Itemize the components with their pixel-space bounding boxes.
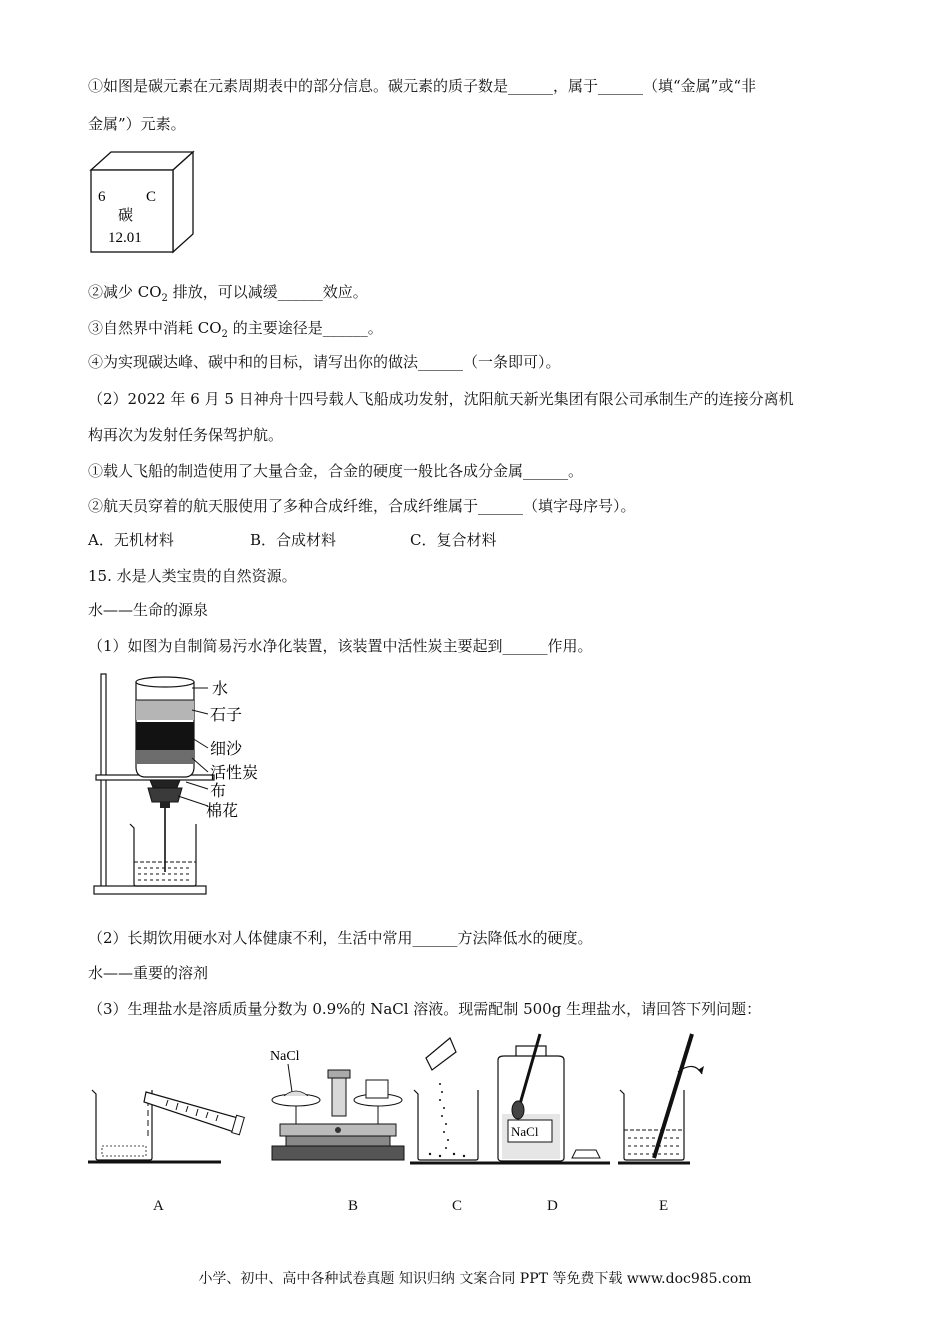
element-mass: 12.01	[108, 230, 142, 246]
filter-question: （1）如图为自制简易污水净化装置，该装置中活性炭主要起到______作用。	[88, 637, 593, 655]
fiber-question: ②航天员穿着的航天服使用了多种合成纤维，合成纤维属于______（填字母序号）。	[88, 497, 636, 515]
step-label-b: B	[348, 1198, 359, 1214]
co2-effect-question: ②减少 $CO_2$ 排放，可以减缓______效应。	[88, 283, 368, 304]
filter-label-water: 水	[212, 681, 229, 698]
step-a-diagram	[88, 1060, 253, 1170]
option-c: C．复合材料	[410, 531, 497, 549]
option-a: A．无机材料	[88, 531, 174, 549]
element-card-carbon	[88, 150, 198, 255]
co2-consumption-question: ③自然界中消耗 $CO_2$ 的主要途径是______。	[88, 319, 383, 340]
nacl-label-balance: NaCl	[270, 1049, 300, 1064]
step-label-e: E	[659, 1198, 669, 1214]
element-number: 6	[98, 189, 106, 205]
step-label-c: C	[452, 1198, 463, 1214]
carbon-neutral-question: ④为实现碳达峰、碳中和的目标，请写出你的做法______（一条即可）。	[88, 353, 561, 371]
filter-label-sand: 细沙	[210, 741, 243, 758]
step-label-d: D	[547, 1198, 558, 1214]
step-b-diagram	[266, 1040, 416, 1170]
step-d-diagram	[492, 1030, 612, 1170]
option-b: B．合成材料	[250, 531, 337, 549]
filter-label-cloth: 布	[210, 783, 227, 800]
saline-question: （3）生理盐水是溶质质量分数为 0.9%的 NaCl 溶液。现需配制 500g 生理盐水，请回答下列问题：	[88, 1000, 762, 1018]
filter-label-stones: 石子	[210, 707, 243, 724]
page-footer: 小学、初中、高中各种试卷真题 知识归纳 文案合同 PPT 等免费下载 www.doc985.com	[198, 1271, 752, 1287]
q15-title: 15. 水是人类宝贵的自然资源。	[88, 567, 297, 585]
carbon-question-line2: 金属”）元素。	[88, 115, 186, 133]
hard-water-question: （2）长期饮用硬水对人体健康不利，生活中常用______方法降低水的硬度。	[88, 929, 593, 947]
element-symbol: C	[146, 189, 157, 205]
section-life-source: 水——生命的源泉	[88, 601, 209, 619]
filter-label-charcoal: 活性炭	[210, 765, 259, 782]
alloy-question: ①载人飞船的制造使用了大量合金，合金的硬度一般比各成分金属______。	[88, 462, 584, 480]
section-solvent: 水——重要的溶剂	[88, 964, 209, 982]
filter-label-cotton: 棉花	[206, 803, 239, 820]
spacecraft-paragraph-line1: （2）2022 年 6 月 5 日神舟十四号载人飞船成功发射，沈阳航天新光集团有限公司承制生产的连接分离机	[88, 390, 794, 408]
nacl-label-bottle: NaCl	[511, 1124, 539, 1139]
spacecraft-paragraph-line2: 构再次为发射任务保驾护航。	[88, 426, 284, 444]
water-filter-diagram	[90, 672, 280, 902]
step-e-diagram	[618, 1030, 728, 1170]
element-name: 碳	[118, 208, 134, 224]
step-label-a: A	[153, 1198, 164, 1214]
carbon-question-line1: ①如图是碳元素在元素周期表中的部分信息。碳元素的质子数是______，属于______（填“金属”或“非	[88, 77, 757, 95]
